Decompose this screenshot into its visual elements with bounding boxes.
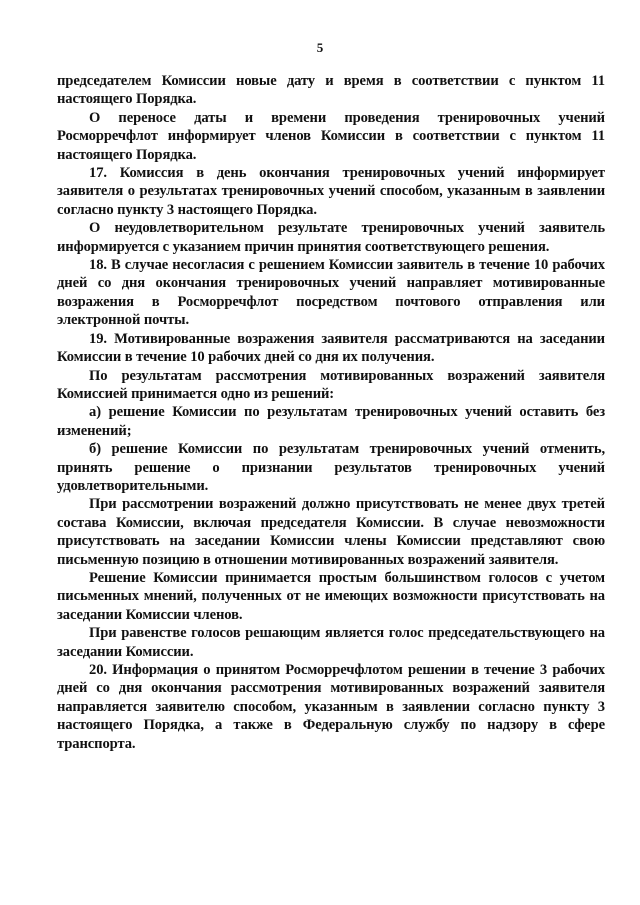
paragraph-item-17: 17. Комиссия в день окончания тренировочных учений информирует заявителя о результатах тренировочных учений способом, указанным в заявлении согласно пункту 3 настоящего Порядка. [57,165,605,218]
paragraph-majority-vote: Решение Комиссии принимается простым большинством голосов с учетом письменных мнений, полученных от не имеющих возможности присутствовать на заседании Комиссии членов. [57,569,605,623]
paragraph-option-a: а) решение Комиссии по результатам тренировочных учений оставить без изменений; [57,404,605,439]
paragraph-quorum: При рассмотрении возражений должно присутствовать не менее двух третей состава Комиссии, включая председателя Комиссии. В случае невозможности присутствовать на заседании Комиссии члены Комиссии представляют свою письменную позицию в отношении мотивированных возражений заявителя. [57,496,605,568]
page-number: 5 [316,40,324,55]
paragraph-item-20: 20. Информация о принятом Росморречфлотом решении в течение 3 рабочих дней со дня окончания рассмотрения мотивированных возражений заявителя направляется заявителю способом, указанным в заявлении согласно пункту 3 настоящего Порядка, а также в Федеральную службу по надзору в сфере транспорта. [57,662,605,752]
paragraph-item-19: 19. Мотивированные возражения заявителя рассматриваются на заседании Комиссии в течение 10 рабочих дней со дня их получения. [57,330,605,366]
document-body [57,72,605,753]
paragraph-option-b: б) решение Комиссии по результатам тренировочных учений отменить, принять решение о признании результатов тренировочных учений удовлетворительными. [57,441,605,494]
paragraph-date-transfer: О переносе даты и времени проведения тренировочных учений Росморречфлот информирует членов Комиссии в соответствии с пунктом 11 настоящего Порядка. [57,109,605,163]
paragraph-unsatisfactory-result: О неудовлетворительном результате тренировочных учений заявитель информируется с указанием причин принятия соответствующего решения. [57,220,605,255]
paragraph-tie-vote: При равенстве голосов решающим является голос председательствующего на заседании Комиссии. [57,625,605,660]
paragraph-continuation: председателем Комиссии новые дату и время в соответствии с пунктом 11 настоящего Порядка. [57,73,605,108]
paragraph-item-18: 18. В случае несогласия с решением Комиссии заявитель в течение 10 рабочих дней со дня окончания тренировочных учений направляет мотивированные возражения в Росморречфлот посредством почтового отправления или электронной почты. [57,257,605,329]
paragraph-objection-results: По результатам рассмотрения мотивированных возражений заявителя Комиссией принимается одно из решений: [57,367,605,402]
